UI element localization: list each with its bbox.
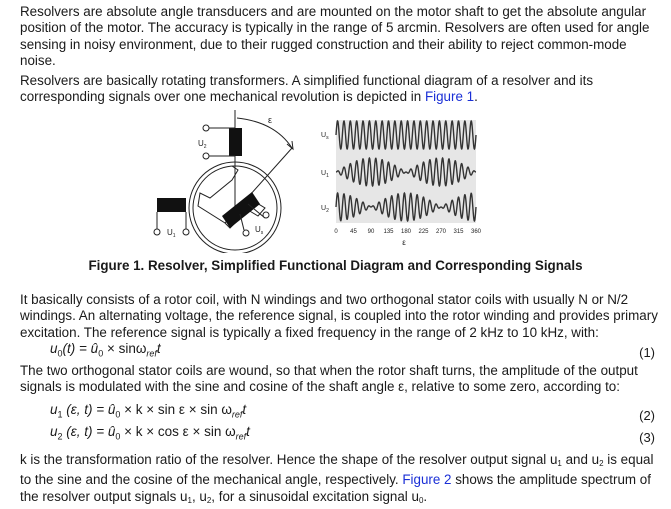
x-tick-label: 360 — [470, 229, 482, 235]
x-tick-label: 180 — [400, 229, 412, 235]
epsilon-label: ε — [268, 115, 273, 125]
p5-sub1: 1 — [557, 459, 562, 468]
signal-label-us: $U_s$ — [321, 132, 329, 141]
eq3-rhs-sub: 0 — [115, 431, 121, 442]
eq2-mid: × k × sin ε × sin ω — [120, 402, 232, 417]
p5-d: shows the amplitude spectrum of the resolver output signals u — [20, 472, 651, 504]
eq2-lhs-sub: 1 — [57, 409, 63, 420]
eq2-lhs: u — [50, 402, 58, 417]
x-tick-label: 270 — [435, 229, 447, 235]
rotating-transformers-paragraph — [20, 73, 660, 106]
eq3-mid: × k × cos ε × sin ω — [120, 424, 236, 439]
resolver-diagram — [140, 108, 320, 253]
rotor-coil-paragraph: It basically consists of a rotor coil, with N windings and two orthogonal stator coils with usually N or N/2 windings. An alternating voltage, the reference signal, is coupled into the rotor winding and provides primary excitation. The reference signal is typically a fixed frequency in the range of 2 kHz to 10 kHz, with: — [20, 292, 658, 340]
p5-f: , for a sinusoidal excitation signal u — [211, 488, 419, 504]
eq1-lhs-sub: 0 — [57, 348, 63, 359]
p2-text: Resolvers are basically rotating transformers. A simplified functional diagram of a resolver and its corresponding signals over one mechanical revolution is depicted in — [20, 73, 594, 105]
eq1-end: t — [156, 341, 161, 356]
us-label: $U_s$ — [255, 225, 264, 236]
eq3-ref: ref — [235, 431, 247, 442]
x-tick-label: 0 — [334, 229, 338, 235]
p5-e: , u — [191, 488, 207, 504]
equation-2-number: (2) — [639, 408, 655, 423]
intro-paragraph: Resolvers are absolute angle transducers and are mounted on the motor shaft to get the absolute angular position of the motor. The accuracy is typically in the range of 5 arcmin. Resolvers are often used for angle sensing in noisy environment, due to their rugged construction and their ability to reject common-mode noise. — [20, 4, 650, 68]
x-tick-label: 315 — [453, 229, 464, 235]
equation-3-number: (3) — [639, 430, 655, 445]
p2-end: . — [474, 89, 478, 105]
eq2-ref: ref — [231, 409, 243, 420]
transformation-ratio-paragraph — [20, 452, 660, 509]
signal-label-u2: $U_2$ — [321, 205, 329, 214]
p5-b: and u — [561, 452, 600, 467]
figure-2-link[interactable]: Figure 2 — [402, 472, 452, 488]
eq2-args: (ε, t) — [62, 402, 93, 417]
p5-c: is equal to the sine and the cosine of the mechanical angle, respectively. — [20, 452, 654, 488]
equation-2 — [50, 402, 246, 420]
p5-sub3: 1 — [187, 495, 192, 505]
signal-label-u1: $U_1$ — [321, 170, 329, 179]
eq1-mid: × sinω — [103, 341, 147, 356]
p5-g: . — [423, 488, 428, 504]
eq1-rhs: = û — [75, 341, 99, 356]
resolver-signals-chart — [318, 115, 488, 250]
x-tick-label: 225 — [418, 229, 429, 235]
x-tick-label: 135 — [383, 229, 394, 235]
eq3-rhs: = û — [92, 424, 116, 439]
eq1-args: (t) — [62, 341, 76, 356]
x-tick-label: 45 — [350, 229, 357, 235]
p5-sub5: 0 — [418, 495, 424, 505]
eq3-lhs-sub: 2 — [57, 431, 63, 442]
x-tick-label: 90 — [367, 229, 375, 235]
p5-sub2: 2 — [599, 459, 604, 468]
eq3-args: (ε, t) — [62, 424, 93, 439]
equation-3 — [50, 424, 250, 442]
eq3-lhs: u — [50, 424, 58, 439]
u1-label: $U_1$ — [167, 228, 176, 239]
eq2-rhs: = û — [92, 402, 116, 417]
p5-sub4: 2 — [206, 495, 212, 505]
equation-1-number: (1) — [639, 345, 655, 360]
eq1-ref: ref — [146, 348, 157, 359]
figure-caption: Figure 1. Resolver, Simplified Functional Diagram and Corresponding Signals — [88, 258, 583, 273]
eq1-lhs: u — [50, 341, 58, 356]
eq2-rhs-sub: 0 — [115, 409, 121, 420]
stator-coils-paragraph: The two orthogonal stator coils are wound, so that when the rotor shaft turns, the amplitude of the output signals is modulated with the sine and cosine of the shaft angle ε, relative to some zero, according to: — [20, 363, 638, 395]
x-axis-label: ε — [402, 238, 406, 247]
eq2-end: t — [242, 402, 247, 417]
u2-label: $U_2$ — [198, 139, 207, 150]
eq3-end: t — [246, 424, 250, 439]
figure-1-link[interactable]: Figure 1 — [424, 89, 475, 105]
eq1-rhs-sub: 0 — [98, 348, 104, 359]
equation-1 — [50, 341, 161, 359]
p5-a: k is the transformation ratio of the resolver. Hence the shape of the resolver output signal u — [20, 452, 558, 467]
